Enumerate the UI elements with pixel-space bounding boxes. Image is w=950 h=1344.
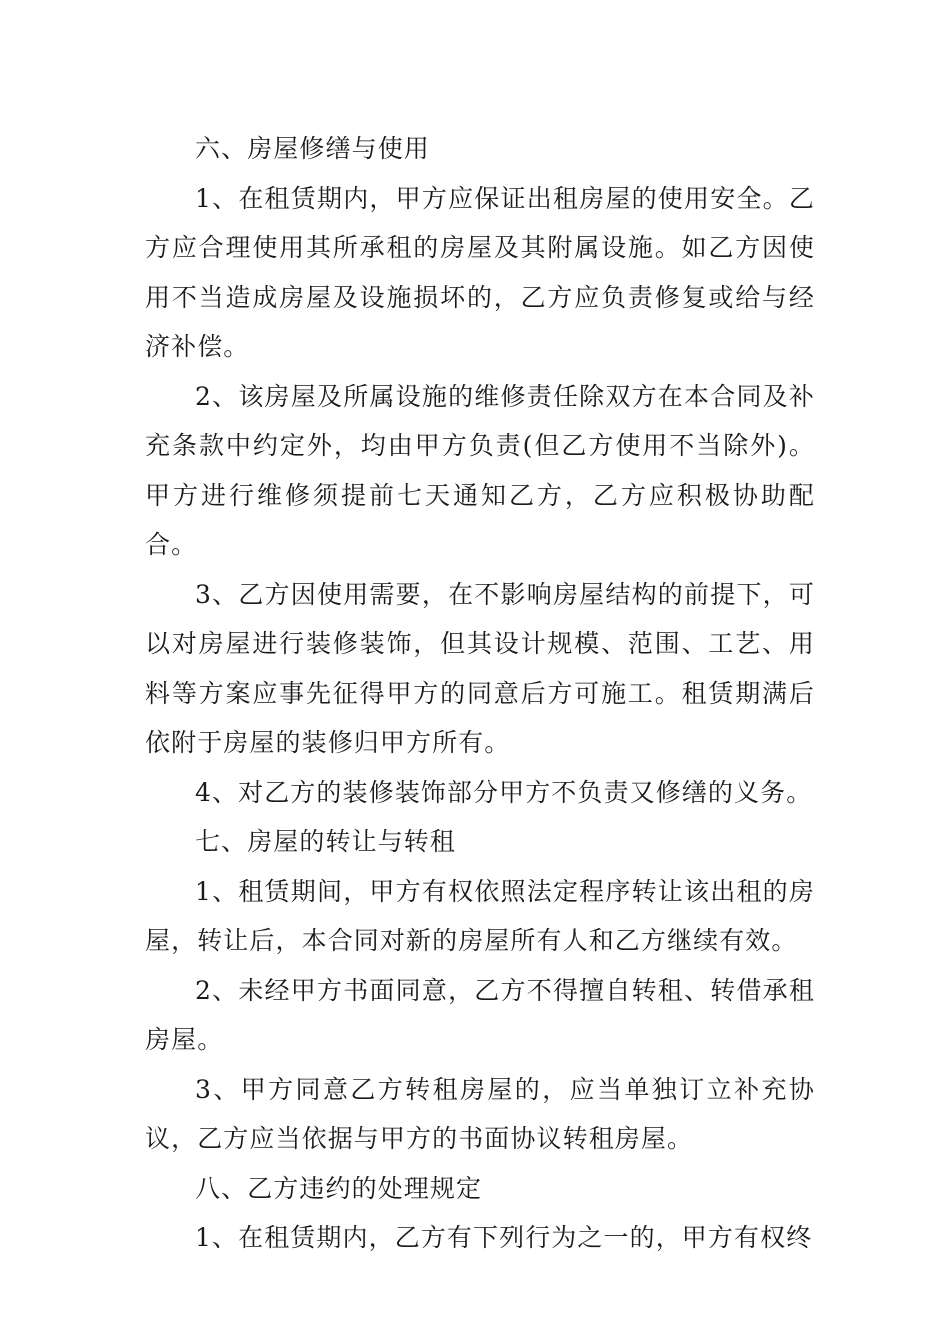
clause-paragraph: 2、该房屋及所属设施的维修责任除双方在本合同及补充条款中约定外，均由甲方负责(但乙方使用不当除外)。甲方进行维修须提前七天通知乙方，乙方应积极协助配合。 bbox=[145, 381, 815, 559]
clause-paragraph: 2、未经甲方书面同意，乙方不得擅自转租、转借承租房屋。 bbox=[145, 975, 815, 1054]
section-heading-repair: 六、房屋修缮与使用 bbox=[195, 134, 430, 163]
clause-paragraph: 1、租赁期间，甲方有权依照法定程序转让该出租的房屋，转让后，本合同对新的房屋所有人和乙方继续有效。 bbox=[145, 876, 815, 955]
section-heading-transfer: 七、房屋的转让与转租 bbox=[195, 827, 457, 856]
document-body bbox=[145, 124, 815, 1263]
clause-paragraph: 1、在租赁期内，乙方有下列行为之一的，甲方有权终 bbox=[195, 1223, 813, 1252]
clause-paragraph: 4、对乙方的装修装饰部分甲方不负责又修缮的义务。 bbox=[195, 777, 813, 807]
clause-paragraph: 1、在租赁期内，甲方应保证出租房屋的使用安全。乙方应合理使用其所承租的房屋及其附属设施。如乙方因使用不当造成房屋及设施损坏的，乙方应负责修复或给与经济补偿。 bbox=[145, 183, 815, 361]
clause-paragraph: 3、乙方因使用需要，在不影响房屋结构的前提下，可以对房屋进行装修装饰，但其设计规模、范围、工艺、用料等方案应事先征得甲方的同意后方可施工。租赁期满后依附于房屋的装修归甲方所有。 bbox=[145, 579, 815, 757]
clause-paragraph: 3、甲方同意乙方转租房屋的，应当单独订立补充协议，乙方应当依据与甲方的书面协议转租房屋。 bbox=[145, 1074, 815, 1153]
section-heading-breach: 八、乙方违约的处理规定 bbox=[195, 1173, 483, 1203]
